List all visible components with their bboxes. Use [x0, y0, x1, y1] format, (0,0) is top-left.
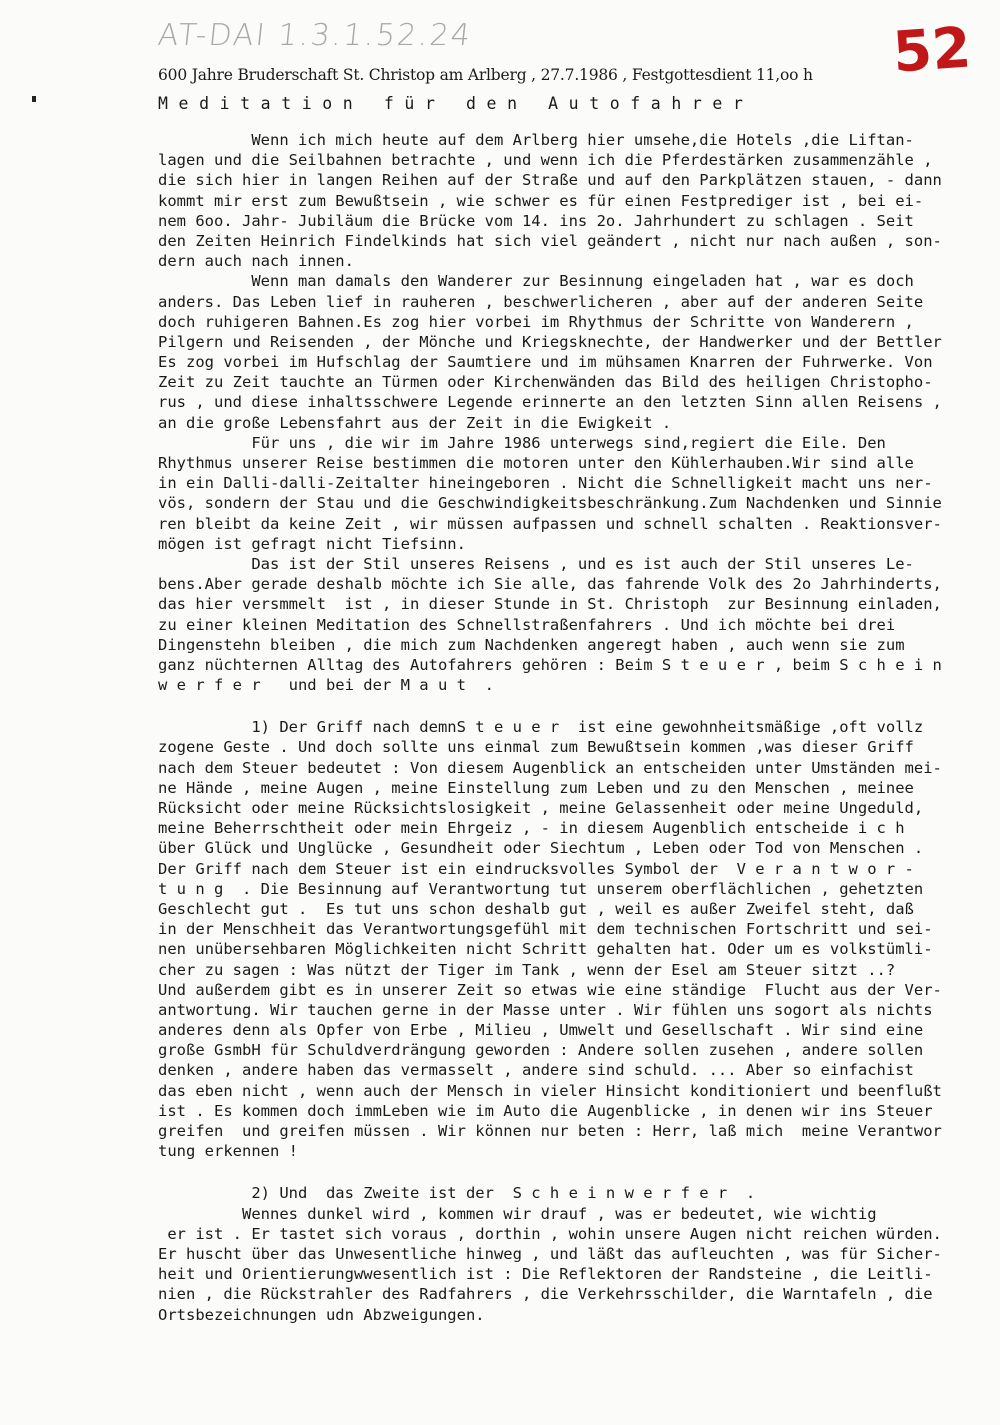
- text-line: ganz nüchternen Alltag des Autofahrers gehören : Beim S t e u e r , beim S c h e i n: [158, 655, 942, 674]
- margin-mark: [32, 96, 36, 102]
- text-line: zogene Geste . Und doch sollte uns einmal zum Bewußtsein kommen ,was dieser Griff: [158, 738, 914, 757]
- text-line: Rücksicht oder meine Rücksichtslosigkeit , meine Gelassenheit oder meine Ungeduld,: [158, 799, 924, 817]
- text-line: heit und Orientierungwwesentlich ist : Die Reflektoren der Randsteine , die Leitli-: [158, 1265, 933, 1284]
- text-line: mögen ist gefragt nicht Tiefsinn.: [158, 534, 466, 553]
- text-line: anderes denn als Opfer von Erbe , Milieu , Umwelt und Gesellschaft . Wir sind eine: [158, 1021, 924, 1040]
- paragraph-gap: [158, 1161, 998, 1183]
- text-line: Geschlecht gut . Es tut uns schon deshalb gut , weil es außer Zweifel steht, daß: [158, 899, 914, 918]
- document-header: 600 Jahre Bruderschaft St. Christop am Arlberg , 27.7.1986 , Festgottesdient 11,oo h: [158, 66, 813, 84]
- text-line: dern auch nach innen.: [158, 252, 354, 271]
- paragraph: [158, 1183, 998, 1324]
- text-line: Wennes dunkel wird , kommen wir drauf , was er bedeutet, wie wichtig: [158, 1204, 877, 1223]
- text-line: das hier versmmelt ist , in dieser Stunde in St. Christoph zur Besinnung einladen,: [158, 595, 942, 614]
- text-line: antwortung. Wir tauchen gerne in der Masse unter . Wir fühlen uns sogort als nichts: [158, 1000, 933, 1019]
- text-line: meine Beherrschtheit oder mein Ehrgeiz , - in diesem Augenblich entscheide i c h: [158, 819, 905, 838]
- text-line: lagen und die Seilbahnen betrachte , und wenn ich die Pferdestärken zusammenzähle ,: [158, 151, 933, 170]
- text-line: t u n g . Die Besinnung auf Verantwortung tut unserem oberflächlichen , gehetzten: [158, 879, 924, 898]
- text-line: 2) Und das Zweite ist der S c h e i n w e r f e r .: [158, 1184, 756, 1203]
- text-line: große GsmbH für Schuldverdrängung geworden : Andere sollen zusehen , andere sollen: [158, 1041, 924, 1060]
- text-line: das eben nicht , wenn auch der Mensch in vieler Hinsicht konditioniert und beenflußt: [158, 1081, 942, 1100]
- text-line: Rhythmus unserer Reise bestimmen die motoren unter den Kühlerhauben.Wir sind alle: [158, 454, 914, 472]
- text-line: Dingenstehn bleiben , die mich zum Nachdenken angeregt haben , auch wenn sie zum: [158, 635, 905, 654]
- text-line: Wenn man damals den Wanderer zur Besinnung eingeladen hat , war es doch: [158, 272, 914, 291]
- text-line: Ortsbezeichnungen udn Abzweigungen.: [158, 1305, 485, 1324]
- text-line: kommt mir erst zum Bewußtsein , wie schwer es für einen Festprediger ist , bei ei-: [158, 191, 924, 210]
- text-line: an die große Lebensfahrt aus der Zeit in die Ewigkeit .: [158, 413, 672, 432]
- text-line: Es zog vorbei im Hufschlag der Saumtiere und im mühsamen Knarren der Fuhrwerke. Von: [158, 353, 933, 372]
- text-line: in ein Dalli-dalli-Zeitalter hineingeboren . Nicht die Schnelligkeit macht uns ner-: [158, 474, 933, 493]
- text-line: zu einer kleinen Meditation des Schnellstraßenfahrers . Und ich möchte bei drei: [158, 615, 896, 634]
- text-line: Zeit zu Zeit tauchte an Türmen oder Kirchenwänden das Bild des heiligen Christopho-: [158, 373, 933, 392]
- text-line: bens.Aber gerade deshalb möchte ich Sie alle, das fahrende Volk des 2o Jahrhinderts,: [158, 575, 942, 594]
- page-number: 52: [890, 15, 974, 86]
- text-line: vös, sondern der Stau und die Geschwindigkeitsbeschränkung.Zum Nachdenken und Sinnie: [158, 494, 942, 513]
- text-line: nem 6oo. Jahr- Jubiläum die Brücke vom 14. ins 2o. Jahrhundert zu schlagen . Seit: [158, 211, 914, 230]
- paragraph: [158, 130, 998, 271]
- text-line: nach dem Steuer bedeutet : Von diesem Augenblick an entscheiden unter Umständen mei-: [158, 758, 942, 777]
- text-line: Für uns , die wir im Jahre 1986 unterwegs sind,regiert die Eile. Den: [158, 433, 886, 452]
- text-line: Der Griff nach dem Steuer ist ein eindrucksvolles Symbol der V e r a n t w o r -: [158, 859, 914, 878]
- paragraph-gap: [158, 695, 998, 717]
- text-line: ist . Es kommen doch immLeben wie im Auto die Augenblicke , in denen wir ins Steuer: [158, 1101, 933, 1120]
- text-line: Das ist der Stil unseres Reisens , und es ist auch der Stil unseres Le-: [158, 554, 914, 573]
- text-line: Wenn ich mich heute auf dem Arlberg hier umsehe,die Hotels ,die Liftan-: [158, 131, 914, 149]
- text-line: Und außerdem gibt es in unserer Zeit so etwas wie eine ständige Flucht aus der Ver-: [158, 980, 942, 999]
- paragraph: [158, 433, 998, 554]
- text-line: denken , andere haben das vermasselt , andere sind schuld. ... Aber so einfachist: [158, 1061, 914, 1080]
- text-line: 1) Der Griff nach demnS t e u e r ist eine gewohnheitsmäßige ,oft vollz: [158, 718, 924, 737]
- text-line: cher zu sagen : Was nützt der Tiger im Tank , wenn der Esel am Steuer sitzt ..?: [158, 960, 896, 979]
- document-title: Meditation für den Autofahrer: [158, 94, 754, 113]
- text-line: nien , die Rückstrahler des Radfahrers , die Verkehrsschilder, die Warntafeln , die: [158, 1285, 933, 1304]
- paragraph: [158, 271, 998, 433]
- text-line: in der Menschheit das Verantwortungsgefühl mit dem technischen Fortschritt und sei-: [158, 920, 933, 939]
- text-line: rus , und diese inhaltsschwere Legende erinnerte an den letzten Sinn allen Reisens ,: [158, 393, 942, 412]
- text-line: greifen und greifen müssen . Wir können nur beten : Herr, laß mich meine Verantwor: [158, 1122, 942, 1140]
- text-line: Er huscht über das Unwesentliche hinweg , und läßt das aufleuchten , was für Sicher-: [158, 1244, 942, 1263]
- text-line: ren bleibt da keine Zeit , wir müssen aufpassen und schnell schalten . Reaktionsver-: [158, 514, 942, 533]
- text-line: er ist . Er tastet sich voraus , dorthin , wohin unsere Augen nicht reichen würden.: [158, 1224, 942, 1243]
- text-line: Pilgern und Reisenden , der Mönche und Kriegsknechte, der Handwerker und der Bettler: [158, 332, 942, 351]
- text-line: über Glück und Unglücke , Gesundheit oder Siechtum , Leben oder Tod von Menschen .: [158, 839, 924, 858]
- text-line: doch ruhigeren Bahnen.Es zog hier vorbei im Rhythmus der Schritte von Wanderern ,: [158, 312, 914, 331]
- text-line: w e r f e r und bei der M a u t .: [158, 676, 494, 695]
- text-line: ne Hände , meine Augen , meine Einstellung zum Leben und zu den Menschen , meinee: [158, 778, 914, 797]
- text-line: nen unübersehbaren Möglichkeiten nicht Schritt gehalten hat. Oder um es volkstümli-: [158, 940, 933, 959]
- archive-id: AT-DAI 1.3.1.52.24: [156, 18, 474, 53]
- body-text: [158, 130, 998, 1325]
- text-line: den Zeiten Heinrich Findelkinds hat sich viel geändert , nicht nur nach außen , son-: [158, 231, 942, 250]
- paragraph: [158, 554, 998, 695]
- text-line: die sich hier in langen Reihen auf der Straße und auf den Parkplätzen stauen, - dann: [158, 171, 942, 190]
- text-line: anders. Das Leben lief in rauheren , beschwerlicheren , aber auf der anderen Seite: [158, 292, 924, 311]
- text-line: tung erkennen !: [158, 1142, 298, 1161]
- paragraph: [158, 717, 998, 1161]
